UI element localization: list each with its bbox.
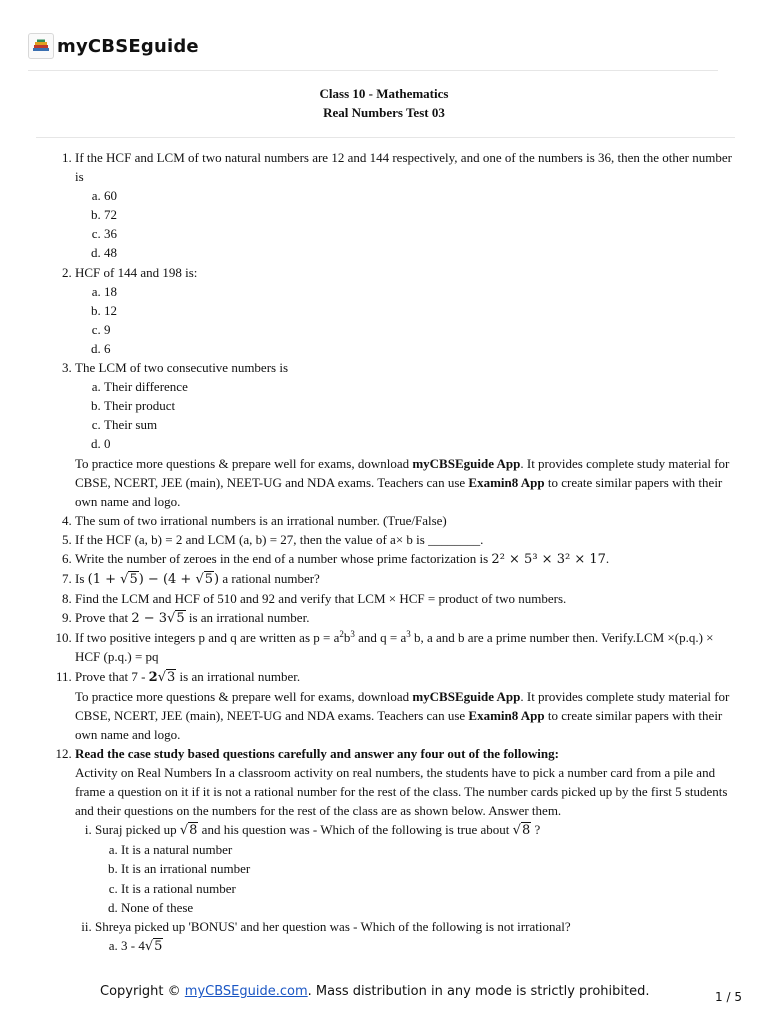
question-text: Suraj picked up xyxy=(95,822,180,838)
radicand: 8 xyxy=(521,823,531,839)
radicand: 5 xyxy=(129,572,138,588)
question-text: Prove that xyxy=(75,610,132,626)
sub-question-list xyxy=(75,820,736,956)
question-text: If the HCF and LCM of two natural numbers are 12 and 144 respectively, and one of the numbers is 36, then the other number is xyxy=(75,150,732,185)
math-expression: 2 − 3√5 xyxy=(131,611,185,627)
promo-text: to create similar papers with their own name and logo. xyxy=(75,707,723,742)
question-12 xyxy=(75,744,736,956)
math-expression: 2√3 xyxy=(148,669,176,685)
question-3 xyxy=(75,358,736,511)
question-11 xyxy=(75,667,736,744)
radicand: 8 xyxy=(189,823,198,839)
math-part: 2 − 3 xyxy=(131,611,168,627)
question-9 xyxy=(75,608,736,628)
brand-name[interactable]: myCBSEguide xyxy=(57,35,199,57)
math-expression: 2² × 5³ × 3² × 17 xyxy=(491,551,606,567)
math-part: ) xyxy=(214,572,220,588)
math-expression: √8 xyxy=(179,823,198,839)
question-text: The LCM of two consecutive numbers is xyxy=(75,360,289,376)
options-list xyxy=(75,186,736,262)
question-text: Find the LCM and HCF of 510 and 92 and verify that LCM × HCF = product of two numbers. xyxy=(75,591,567,607)
exponent: 3 xyxy=(406,629,411,640)
radicand: 5 xyxy=(154,938,163,954)
promo-note xyxy=(75,687,736,744)
question-6 xyxy=(75,549,736,569)
option: c. 36 xyxy=(104,224,736,243)
options-list xyxy=(75,282,736,358)
examin8-name: Examin8 App xyxy=(468,474,545,490)
option: a. 18 xyxy=(104,282,736,301)
options-list xyxy=(95,840,736,916)
math-part: 2 xyxy=(148,669,158,685)
question-text: HCF of 144 and 198 is: xyxy=(75,264,198,280)
question-text: b, a and b are a prime number then. Verify.LCM ×(p.q.) × HCF (p.q.) = pq xyxy=(75,630,714,665)
question-text: If two positive integers p and q are written as p = a xyxy=(75,630,340,646)
option: c. It is a rational number xyxy=(121,879,736,898)
option-text: 3 - 4 xyxy=(121,937,145,953)
question-text: If the HCF (a, b) = 2 and LCM (a, b) = 27, then the value of a xyxy=(75,531,396,547)
math-part: ) − (4 + xyxy=(138,572,196,588)
question-text: Prove that 7 - xyxy=(75,668,149,684)
question-text: is an irrational number. xyxy=(176,668,301,684)
exponent: 2 xyxy=(339,629,344,640)
promo-text: to create similar papers with their own name and logo. xyxy=(75,474,723,509)
question-text: ? xyxy=(531,822,541,838)
document-subtitle: Real Numbers Test 03 xyxy=(323,105,445,120)
case-study-heading: Read the case study based questions carefully and answer any four out of the following: xyxy=(75,745,559,761)
math-part: (1 + xyxy=(87,572,121,588)
header-divider xyxy=(28,70,718,71)
option: c. Their sum xyxy=(104,415,736,434)
question-text: and q = a xyxy=(354,630,407,646)
radicand: 3 xyxy=(167,669,176,685)
copyright-text: . Mass distribution in any mode is strictly prohibited. xyxy=(307,984,650,999)
options-list xyxy=(75,377,736,453)
question-text: b xyxy=(343,630,351,646)
math-expression: √8 xyxy=(512,823,531,839)
math-expression: (1 + √5) − (4 + √5) xyxy=(87,572,220,588)
promo-note xyxy=(75,454,736,511)
question-1 xyxy=(75,148,736,263)
option: d. 6 xyxy=(104,339,736,358)
question-10 xyxy=(75,628,736,666)
app-name: myCBSEguide App xyxy=(412,455,521,471)
option: b. 72 xyxy=(104,205,736,224)
option xyxy=(121,936,736,956)
promo-text: To practice more questions & prepare well for exams, download xyxy=(75,455,413,471)
option: a. 60 xyxy=(104,186,736,205)
document-title: Class 10 - Mathematics xyxy=(319,86,449,101)
option: a. It is a natural number xyxy=(121,840,736,859)
question-text: is an irrational number. xyxy=(185,610,310,626)
question-text: . xyxy=(605,550,610,566)
case-study-intro: Activity on Real Numbers In a classroom activity on real numbers, the students have to pick a number card from a pile and frame a question on it if it is not a rational number for the rest of the class. The number cards picked up by the first 5 students and their questions on the numbers for the rest of the class are as shown below. Answer them. xyxy=(75,765,728,819)
radicand: 5 xyxy=(176,611,185,627)
question-text: Write the number of zeroes in the end of a number whose prime factorization is xyxy=(75,550,492,566)
question-text: The sum of two irrational numbers is an irrational number. (True/False) xyxy=(75,512,447,528)
option: d. 48 xyxy=(104,243,736,262)
site-link[interactable]: myCBSEguide.com xyxy=(184,984,308,999)
radicand: 5 xyxy=(204,572,214,588)
question-paper xyxy=(36,148,736,956)
app-name: myCBSEguide App xyxy=(412,688,521,704)
option: b. 12 xyxy=(104,301,736,320)
question-text: Shreya picked up 'BONUS' and her question was - Which of the following is not irrational? xyxy=(95,918,571,934)
question-7 xyxy=(75,569,736,589)
question-2 xyxy=(75,263,736,358)
promo-text: . It provides complete study material for CBSE, NCERT, JEE (main), NEET-UG and NDA exams. Teachers can use xyxy=(75,455,730,490)
promo-text: To practice more questions & prepare well for exams, download xyxy=(75,688,413,704)
page-number: 1 / 5 xyxy=(715,990,742,1004)
option: b. It is an irrational number xyxy=(121,859,736,878)
options-list xyxy=(95,936,736,956)
math-expression: √5 xyxy=(144,938,163,954)
option: b. Their product xyxy=(104,396,736,415)
question-text: a rational number? xyxy=(219,571,320,587)
question-text: and his question was - Which of the following is true about xyxy=(198,822,513,838)
copyright-footer xyxy=(100,984,649,999)
option: c. 9 xyxy=(104,320,736,339)
question-text: Is xyxy=(75,571,88,587)
copyright-text: Copyright © xyxy=(100,984,185,999)
promo-text: . It provides complete study material for CBSE, NCERT, JEE (main), NEET-UG and NDA exams. Teachers can use xyxy=(75,688,730,723)
question-4 xyxy=(75,511,736,530)
question-5 xyxy=(75,530,736,549)
question-list xyxy=(36,148,736,956)
times-symbol: × xyxy=(395,531,404,547)
option: d. None of these xyxy=(121,898,736,917)
question-8 xyxy=(75,589,736,608)
option: a. Their difference xyxy=(104,377,736,396)
option: d. 0 xyxy=(104,434,736,453)
site-header xyxy=(28,30,199,62)
title-divider xyxy=(36,137,735,138)
examin8-name: Examin8 App xyxy=(468,707,545,723)
books-logo-icon[interactable] xyxy=(28,33,54,59)
sub-question-1 xyxy=(95,820,736,916)
question-text: b is ________. xyxy=(403,531,484,547)
sub-question-2 xyxy=(95,917,736,956)
exponent: 3 xyxy=(350,629,355,640)
